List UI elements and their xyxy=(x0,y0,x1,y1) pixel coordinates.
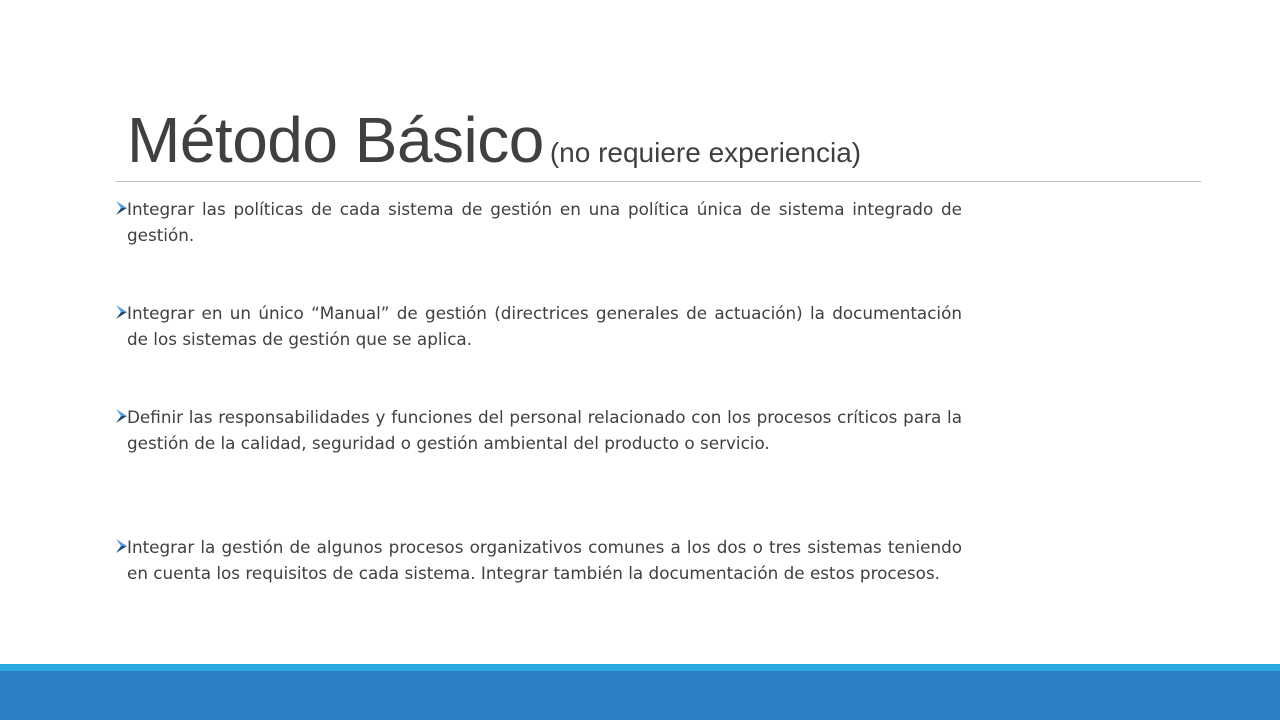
bullet-text: Integrar la gestión de algunos procesos organizativos comunes a los dos o tres sistemas teniendo en cuenta los requisitos de cada sistema. Integrar también la documentación de estos procesos. xyxy=(127,537,962,583)
bullet-text: Integrar en un único “Manual” de gestión (directrices generales de actuación) la documentación de los sistemas de gestión que se aplica. xyxy=(127,303,962,349)
arrow-bullet-icon xyxy=(116,305,127,319)
footer-band xyxy=(0,671,1280,720)
bullet-item xyxy=(116,534,962,586)
bullet-text: Definir las responsabilidades y funciones del personal relacionado con los procesos críticos para la gestión de la calidad, seguridad o gestión ambiental del producto o servicio. xyxy=(127,407,962,453)
arrow-bullet-icon xyxy=(116,539,127,553)
arrow-bullet-icon xyxy=(116,409,127,423)
arrow-bullet-icon xyxy=(116,201,127,215)
bullet-item xyxy=(116,404,962,456)
bullet-item xyxy=(116,300,962,352)
title-main: Método Básico xyxy=(127,104,544,176)
title-subtitle: (no requiere experiencia) xyxy=(549,137,862,168)
bullet-item xyxy=(116,196,962,248)
title-divider xyxy=(116,181,1201,182)
footer-accent-stripe xyxy=(0,664,1280,671)
bullet-text: Integrar las políticas de cada sistema de gestión en una política única de sistema integrado de gestión. xyxy=(127,199,962,245)
slide-title xyxy=(127,100,861,193)
